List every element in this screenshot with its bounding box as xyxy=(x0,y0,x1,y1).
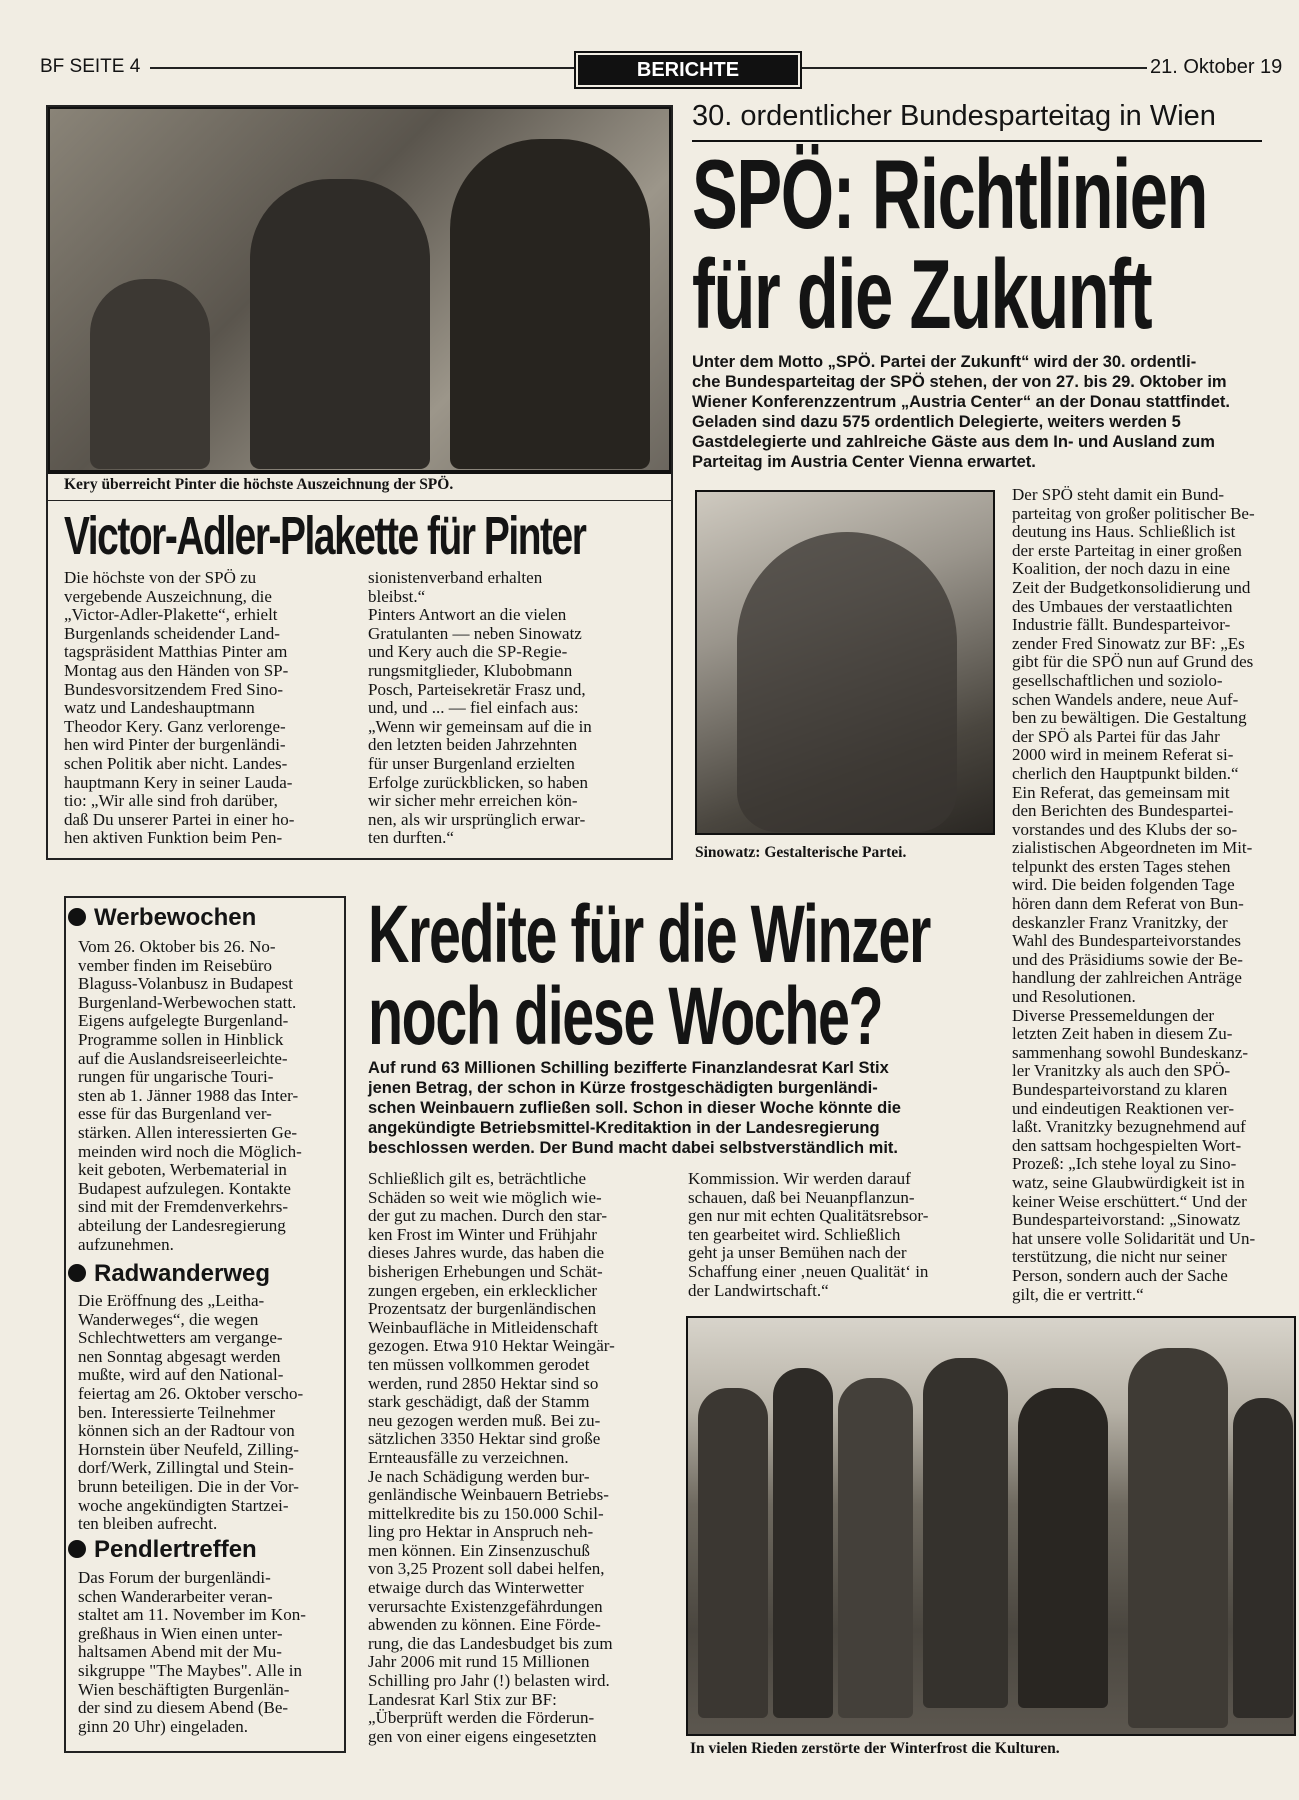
spoe-lead: Unter dem Motto „SPÖ. Partei der Zukunft“ wird der 30. ordentli- che Bundesparteitag der SPÖ stehen, der von 27. bis 29. Oktober im Wiener Konferenzzentrum „Austria Center“ an der Donau stattfindet. Geladen sind dazu 575 ordentlich Delegierte, weiters werden 5 Gastdelegierte und zahlreiche Gäste aus dem In- und Ausland zum Parteitag im Austria Center Vienna erwartet. xyxy=(692,353,1230,471)
photo-figure xyxy=(450,139,650,469)
portrait-figure xyxy=(737,532,957,832)
header-rule-right xyxy=(802,67,1147,69)
spoe-body-column: Der SPÖ steht damit ein Bund- parteitag von großer politischer Be- deutung ins Haus. Schließlich ist der erste Parteitag in einer großen Koalition, der noch dazu in eine Zeit der Budgetkonsolidierung und des Umbaues der verstaatlichten Industrie fällt. Bundesparteivor- zender Fred Sinowatz zur BF: „Es gibt für die SPÖ nun auf Grund des gesellschaftlichen und soziolo- schen Wandels andere, neue Auf- ben zu bewältigen. Die Gestaltung der SPÖ als Partei für das Jahr 2000 wird in meinem Referat si- cherlich den Hauptpunkt bilden.“ Ein Referat, das gemeinsam mit den Berichten des Bundespartei- vorstandes und des Klubs der so- zialistischen Abgeordneten im Mit- telpunkt des ersten Tages stehen wird. Die beiden folgenden Tage hören dann dem Referat von Bun- deskanzler Franz Vranitzky, der Wahl des Bundesparteivorstandes und des Präsidiums sowie der Be- handlung der zahlreichen Anträge und Resolutionen. Diverse Pressemeldungen der letzten Zeit haben in diesem Zu- sammenhang sowohl Bundeskanz- ler Vranitzky als auch den SPÖ- Bundesparteivorstand zu klaren und eindeutigen Reaktionen ver- laßt. Vranitzky bezugnehmend auf den sattsam hochgespielten Wort- Prozeß: „Ich stehe loyal zu Sino- watz, seine Glaubwürdigkeit ist in keiner Weise erschüttert.“ Und der Bundesparteivorstand: „Sinowatz hat unsere volle Solidarität und Un- terstützung, die nicht nur seiner Person, sondern auch der Sache gilt, die er vertritt.“ xyxy=(1012,485,1256,1304)
pinter-headline: Victor-Adler-Plakette für Pinter xyxy=(64,506,586,566)
pinter-column-1: Die höchste von der SPÖ zu vergebende Auszeichnung, die „Victor-Adler-Plakette“, erhielt Burgenlands scheidender Land- tagspräsident Matthias Pinter am Montag aus den Händen von SP- Bundesvorsitzendem Fred Sino- watz und Landeshauptmann Theodor Kery. Ganz verlorenge- hen wird Pinter der burgenländi- schen Politik aber nicht. Landes- hauptmann Kery in seiner Lauda- tio: „Wir alle sind froh darüber, daß Du unserer Partei in einer ho- hen aktiven Funktion beim Pen- xyxy=(64,568,295,848)
bullet-icon xyxy=(68,908,86,926)
vineyard-photo-caption: In vielen Rieden zerstörte der Winterfrost die Kulturen. xyxy=(690,1740,1060,1757)
header-rule-left xyxy=(150,67,575,69)
photo-figure xyxy=(1128,1348,1228,1728)
photo-figure xyxy=(773,1368,833,1718)
sinowatz-portrait-photo xyxy=(695,490,995,835)
winzer-headline-line-1: Kredite für die Winzer xyxy=(368,889,930,980)
page-number: BF SEITE 4 xyxy=(40,56,141,77)
pinter-column-2: sionistenverband erhalten bleibst.“ Pinters Antwort an die vielen Gratulanten — neben Sinowatz und Kery auch die SP-Regie- rungsmitglieder, Klubobmann Posch, Parteisekretär Frasz und, und, und ... — fiel einfach aus: „Wenn wir gemeinsam auf die in den letzten beiden Jahrzehnten für unser Burgenland erzielten Erfolge zurückblicken, so haben wir sicher mehr erreichen kön- nen, als wir ursprünglich erwar- ten durften.“ xyxy=(368,568,592,848)
bullet-icon xyxy=(68,1264,86,1282)
bullet-icon xyxy=(68,1540,86,1558)
brief-heading-werbewochen xyxy=(68,904,256,932)
brief-text-werbewochen: Vom 26. Oktober bis 26. No- vember finden im Reisebüro Blaguss-Volanbusz in Budapest Burgenland-Werbewochen statt. Eigens aufgelegte Burgenland- Programme sollen in Hinblick auf die Auslandsreiseerleichte- rungen für ungarische Touri- sten ab 1. Jänner 1988 das Inter- esse für das Burgenland ver- stärken. Allen interessierten Ge- meinden wird noch die Möglich- keit geboten, Werbematerial in Budapest aufzulegen. Kontakte sind mit der Fremdenverkehrs- abteilung der Landesregierung aufzunehmen. xyxy=(78,937,302,1254)
winzer-lead: Auf rund 63 Millionen Schilling bezifferte Finanzlandesrat Karl Stix jenen Betrag, der schon in Kürze frostgeschädigten burgenländi- schen Weinbauern zufließen soll. Schon in dieser Woche könnte die angekündigte Betriebsmittel-Kreditaktion in der Landesregierung beschlossen werden. Der Bund macht dabei selbstverständlich mit. xyxy=(368,1059,901,1157)
brief-heading-pendlertreffen xyxy=(68,1536,257,1564)
photo-figure xyxy=(698,1388,768,1718)
brief-title: Pendlertreffen xyxy=(94,1536,257,1563)
photo-figure xyxy=(838,1378,913,1718)
vineyard-winemakers-photo xyxy=(686,1316,1296,1736)
photo-figure xyxy=(250,179,430,469)
winzer-column-1: Schließlich gilt es, beträchtliche Schäden so weit wie möglich wie- der gut zu machen. Durch den star- ken Frost im Winter und Frühjahr dieses Jahres wurde, das haben die bisherigen Erhebungen und Schät- zungen ergeben, ein erklecklicher Prozentsatz der burgenländischen Weinbaufläche in Mitleidenschaft gezogen. Etwa 910 Hektar Weingär- ten müssen vollkommen gerodet werden, rund 2850 Hektar sind so stark geschädigt, daß der Stamm neu gezogen werden muß. Bei zu- sätzlichen 3350 Hektar sind große Ernteausfälle zu verzeichnen. Je nach Schädigung werden bur- genländische Weinbauern Betriebs- mittelkredite bis zu 150.000 Schil- ling pro Hektar in Anspruch neh- men können. Ein Zinsenzuschuß von 3,25 Prozent soll dabei helfen, etwaige durch das Winterwetter verursachte Existenzgefährdungen abwenden zu können. Eine Förde- rung, die das Landesbudget bis zum Jahr 2006 mit rund 15 Millionen Schilling pro Jahr (!) belasten wird. Landesrat Karl Stix zur BF: „Überprüft werden die Förderun- gen von einer eigens eingesetzten xyxy=(368,1169,615,1746)
pinter-award-photo xyxy=(48,107,671,472)
photo-figure xyxy=(1233,1398,1293,1718)
spoe-headline-line-2: für die Zukunft xyxy=(692,239,1152,349)
section-label: BERICHTE xyxy=(578,55,798,85)
spoe-headline-line-1: SPÖ: Richtlinien xyxy=(692,139,1208,249)
brief-heading-radwanderweg xyxy=(68,1260,270,1288)
spoe-kicker: 30. ordentlicher Bundesparteitag in Wien xyxy=(692,100,1216,132)
photo-figure xyxy=(90,279,210,469)
photo-figure xyxy=(923,1358,1008,1708)
caption-bottom-rule xyxy=(48,500,671,501)
photo-figure xyxy=(1018,1388,1108,1708)
brief-text-pendlertreffen: Das Forum der burgenländi- schen Wanderarbeiter veran- staltet am 11. November im Kon- greßhaus in Wien einen unter- haltsamen Abend mit der Mu- sikgruppe "The Maybes". Alle in Wien beschäftigten Burgenlän- der sind zu diesem Abend (Be- ginn 20 Uhr) eingeladen. xyxy=(78,1568,306,1736)
brief-title: Werbewochen xyxy=(94,904,257,931)
issue-date: 21. Oktober 19 xyxy=(1150,56,1283,78)
sinowatz-photo-caption: Sinowatz: Gestalterische Partei. xyxy=(695,844,907,861)
winzer-column-2: Kommission. Wir werden darauf schauen, daß bei Neuanpflanzun- gen nur mit echten Qualitätsrebsor- ten gearbeitet wird. Schließlich geht ja unser Bemühen nach der Schaffung einer ‚neuen Qualität‘ in der Landwirtschaft.“ xyxy=(688,1169,929,1300)
pinter-photo-caption: Kery überreicht Pinter die höchste Auszeichnung der SPÖ. xyxy=(64,476,454,493)
winzer-headline-line-2: noch diese Woche? xyxy=(368,971,883,1062)
brief-title: Radwanderweg xyxy=(94,1260,271,1287)
photo-caption-rule xyxy=(48,472,671,474)
brief-text-radwanderweg: Die Eröffnung des „Leitha- Wanderweges“, die wegen Schlechtwetters am vergange- nen Sonntag abgesagt werden mußte, wird auf den National- feiertag am 26. Oktober verscho- ben. Interessierte Teilnehmer können sich an der Radtour von Hornstein über Neufeld, Zilling- dorf/Werk, Zillingtal und Stein- brunn beteiligen. Die in der Vor- woche angekündigten Startzei- ten bleiben aufrecht. xyxy=(78,1291,304,1534)
